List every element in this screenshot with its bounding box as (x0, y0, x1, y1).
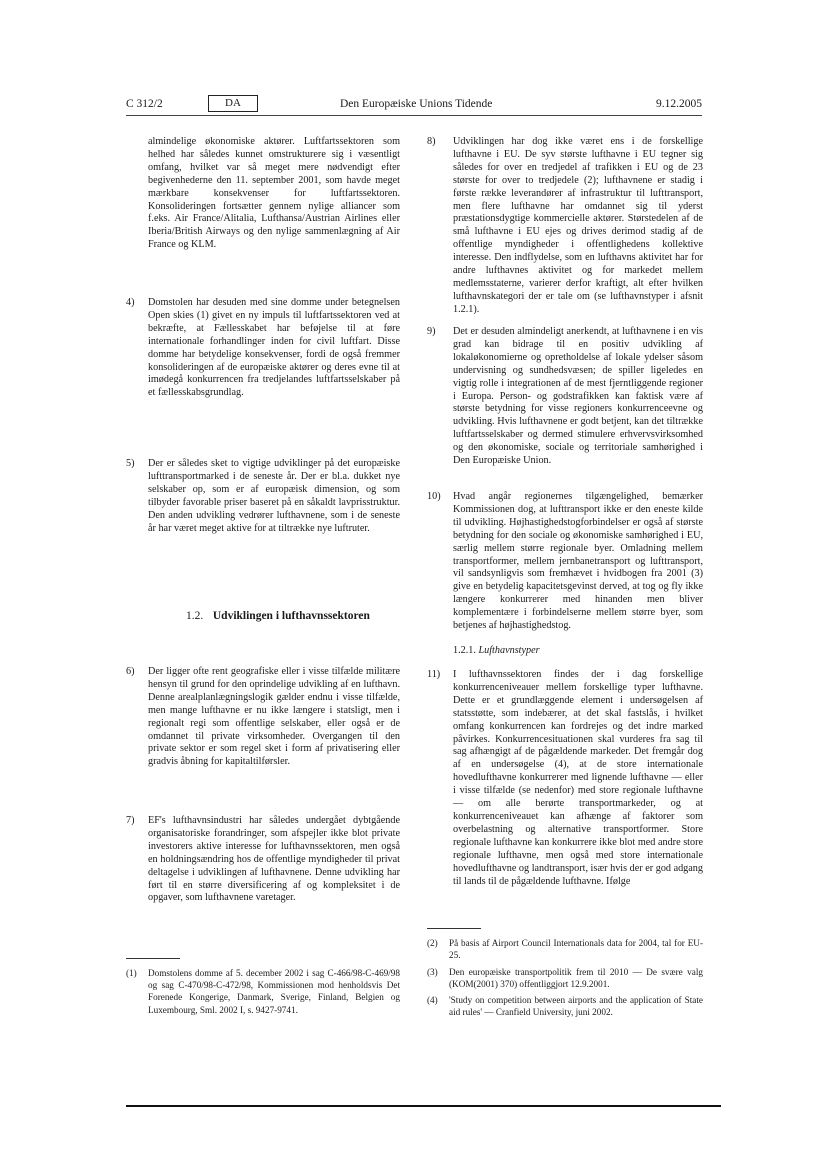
footnote-number: (3) (427, 967, 438, 977)
paragraph-number: 5) (126, 458, 135, 469)
bottom-rule (126, 1105, 721, 1107)
footnote-text: 'Study on competition between airports and the application of State aid rules' — Cranfield University, juni 2002. (449, 995, 703, 1018)
paragraph-text: almindelige økonomiske aktører. Luftfartssektoren som helhed har således kunnet omstrukturere sig i væsentligt omfang, hvilket var så meget mere nødvendigt efter begivenhederne den 11. september 2001, som havde meget mærkbare konsekvenser for luftfartssektoren. Konsolideringen fortsætter gennem nylige alliancer som f.eks. Air France/Alitalia, Lufthansa/Austrian Airlines eller Iberia/British Airways og den nylige sammenlægning af Air France og KLM. (148, 136, 400, 251)
paragraph-3-continued (126, 136, 400, 252)
footnote-3 (427, 966, 703, 990)
paragraph-4 (126, 297, 400, 400)
footnote-text: Domstolens domme af 5. december 2002 i sag C-466/98-C-469/98 og sag C-470/98-C-472/98, Kommissionen mod henholdsvis Det Forenede Kongerige, Danmark, Sverige, Finland, Belgien og Luxembourg, Sml. 2002 I, s. 9427-9741. (148, 968, 400, 1015)
paragraph-text: Udviklingen har dog ikke været ens i de forskellige lufthavne i EU. De syv største lufthavne i EU tegner sig således for over en tredjedel af trafikken i EU og de 23 største for over to tredjedele (2); lufthavnene er stadig i første række leverandører af infrastruktur til lufttransport, men flere lufthavne har omdannet sig til yderst præstationsdygtige kommercielle aktører. Størstedelen af de små lufthavne i EU ejes og drives derimod stadig af de offentlige myndigheder i offentlighedens kollektive interesse. Den indflydelse, som en lufthavns aktivitet har for andre lufthavnes aktivitet og for markedet mellem medlemsstaterne, varierer derfor kraftigt, alt efter hvilken lufthavnskategori der er tale om (se lufthavnstyper i afsnit 1.2.1). (453, 136, 703, 315)
paragraph-9 (427, 326, 703, 468)
footnote-number: (2) (427, 938, 438, 948)
paragraph-text: Hvad angår regionernes tilgængelighed, bemærker Kommissionen dog, at lufttransport ikke er den eneste kilde til udvikling. Højhastighedstogforbindelser er også af største betydning for den sociale og økonomiske samhørighed i EU, særlig mellem større regionale byer. Omladning mellem transportformer, mellem jernbanetransport og lufttransport, vil sandsynligvis som fremhævet i hvidbogen fra 2001 (3) give en betydelig kapacitetsgevinst derved, at tog og fly ikke længere konkurrerer med hinanden men bliver komplementære i forbindelserne mellem større byer, som betjenes af højhastighedstog. (453, 491, 703, 632)
paragraph-10 (427, 491, 703, 633)
paragraph-11 (427, 669, 703, 888)
paragraph-text: Det er desuden almindeligt anerkendt, at lufthavnene i en vis grad kan bidrage til en positiv udvikling af lokaløkonomierne og opretholdelse af lokale ydelser såsom undervisning og sundhedsvæsen; de spiller ligeledes en vigtig rolle i integrationen af de mest fjerntliggende regioner i Europa. Person- og godstrafikken kan faktisk være af største betydning for visse regioners konkurrenceevne og udvikling. Hvis lufthavnene er godt betjent, kan det tiltrække luftfartsselskaber og dermed stimulere erhvervsvirksomhed og den økonomiske, sociale og territoriale samhørighed i Den Europæiske Union. (453, 326, 703, 467)
paragraph-number: 4) (126, 297, 135, 308)
paragraph-text: Der ligger ofte rent geografiske eller i visse tilfælde militære hensyn til grund for den oprindelige udvikling af en lufthavn. Denne arealplanlægningslogik gælder endnu i visse tilfælde, men mange lufthavne er nu ikke længere i statsligt, men i regionalt regi som offentlige selskaber, eller også er de omdannet til private virksomheder. Overgangen til den private sektor er som regel sket i form af privatisering eller gradvis åbning for kapitaltilførsler. (148, 666, 400, 768)
paragraph-number: 9) (427, 326, 436, 337)
footnote-number: (1) (126, 968, 137, 978)
paragraph-number: 11) (427, 669, 441, 680)
paragraph-text: EF's lufthavnsindustri har således undergået dybtgående organisatoriske forandringer, som afspejler ikke blot private investorers aktive interesse for lufthavnssektoren, men også en holdningsændring hos de offentlige myndigheder til privat deltagelse i udviklingen af lufthavnene. Denne udvikling har ført til en større diversificering af og kompleksitet i de opgaver, som lufthavnene varetager. (148, 815, 400, 904)
paragraph-7 (126, 815, 400, 905)
paragraph-number: 6) (126, 666, 135, 677)
section-title: Udviklingen i lufthavnssektoren (212, 610, 370, 622)
right-column (427, 136, 703, 936)
paragraph-text: Domstolen har desuden med sine domme under betegnelsen Open skies (1) givet en ny impuls til luftfartssektoren ved at bekræfte, at Fællesskabet har beføjelse til at føre internationale forhandlinger inden for civil luftfart. Disse domme har betydelige konsekvenser, fordi de også fremmer konsolideringen af de europæiske aktører og deres evne til at imødegå konkurrencen fra tredjelandes luftfartsselskaber på et fællesskabsgrundlag. (148, 297, 400, 399)
paragraph-6 (126, 666, 400, 769)
language-code-box: DA (208, 95, 258, 112)
journal-title: Den Europæiske Unions Tidende (340, 98, 493, 110)
paragraph-number: 10) (427, 491, 441, 502)
footnote-1 (126, 967, 400, 1016)
footnote-2 (427, 937, 703, 961)
footnote-number: (4) (427, 995, 438, 1005)
page-header (126, 95, 702, 113)
footnote-rule-right (427, 928, 481, 929)
footnote-text: Den europæiske transportpolitik frem til 2010 — De svære valg (KOM(2001) 370) offentliggjort 12.9.2001. (449, 967, 703, 990)
section-heading (186, 609, 370, 623)
paragraph-number: 8) (427, 136, 436, 147)
paragraph-5 (126, 458, 400, 535)
subsection-number: 1.2.1. (453, 645, 476, 656)
journal-reference: C 312/2 (126, 98, 163, 110)
left-column (126, 136, 400, 1016)
subsection-heading (453, 644, 540, 657)
paragraph-8 (427, 136, 703, 317)
footnote-4 (427, 994, 703, 1018)
subsection-title: Lufthavnstyper (478, 645, 540, 656)
paragraph-text: I lufthavnssektoren findes der i dag forskellige konkurrenceniveauer mellem forskellige typer lufthavne. Dette er et grundlæggende element i undersøgelsen af statsstøtte, som indebærer, at det skal fastslås, i hvilket omfang konkurrencen kan fordrejes og det indre marked påvirkes. Konkurrencesituationen skal vurderes fra sag til sag afhængigt af de pågældende markeder. Det fremgår dog af en undersøgelse (4), at de store internationale hovedlufthavne konkurrerer med lignende lufthavne — eller i visse tilfælde (se nedenfor) med store regionale lufthavne — om alle berørte transportmarkeder, og at konkurrenceniveauet kan afhænge af faktorer som overbelastning og alternative transportformer. Store regionale lufthavne kan konkurrere ikke blot med andre store regionale lufthavne, men også med store internationale hovedlufthavne og landtransport, især hvis der er god adgang til lands til de pågældende lufthavne. Ifølge (453, 669, 703, 887)
publication-date: 9.12.2005 (656, 98, 702, 110)
section-number: 1.2. (186, 610, 204, 622)
paragraph-number: 7) (126, 815, 135, 826)
header-rule (126, 115, 702, 116)
footnote-text: På basis af Airport Council Internationals data for 2004, tal for EU-25. (449, 938, 703, 961)
footnote-rule-left (126, 958, 180, 959)
paragraph-text: Der er således sket to vigtige udviklinger på det europæiske lufttransportmarked i de seneste år. Der er bl.a. dukket nye selskaber op, som er af europæisk dimension, og som tilbyder favorable priser baseret på en såkaldt lavprisstruktur. Den anden udvikling vedrører lufthavnene, som i de seneste år har været meget aktive for at tiltrække nye luftruter. (148, 458, 400, 534)
